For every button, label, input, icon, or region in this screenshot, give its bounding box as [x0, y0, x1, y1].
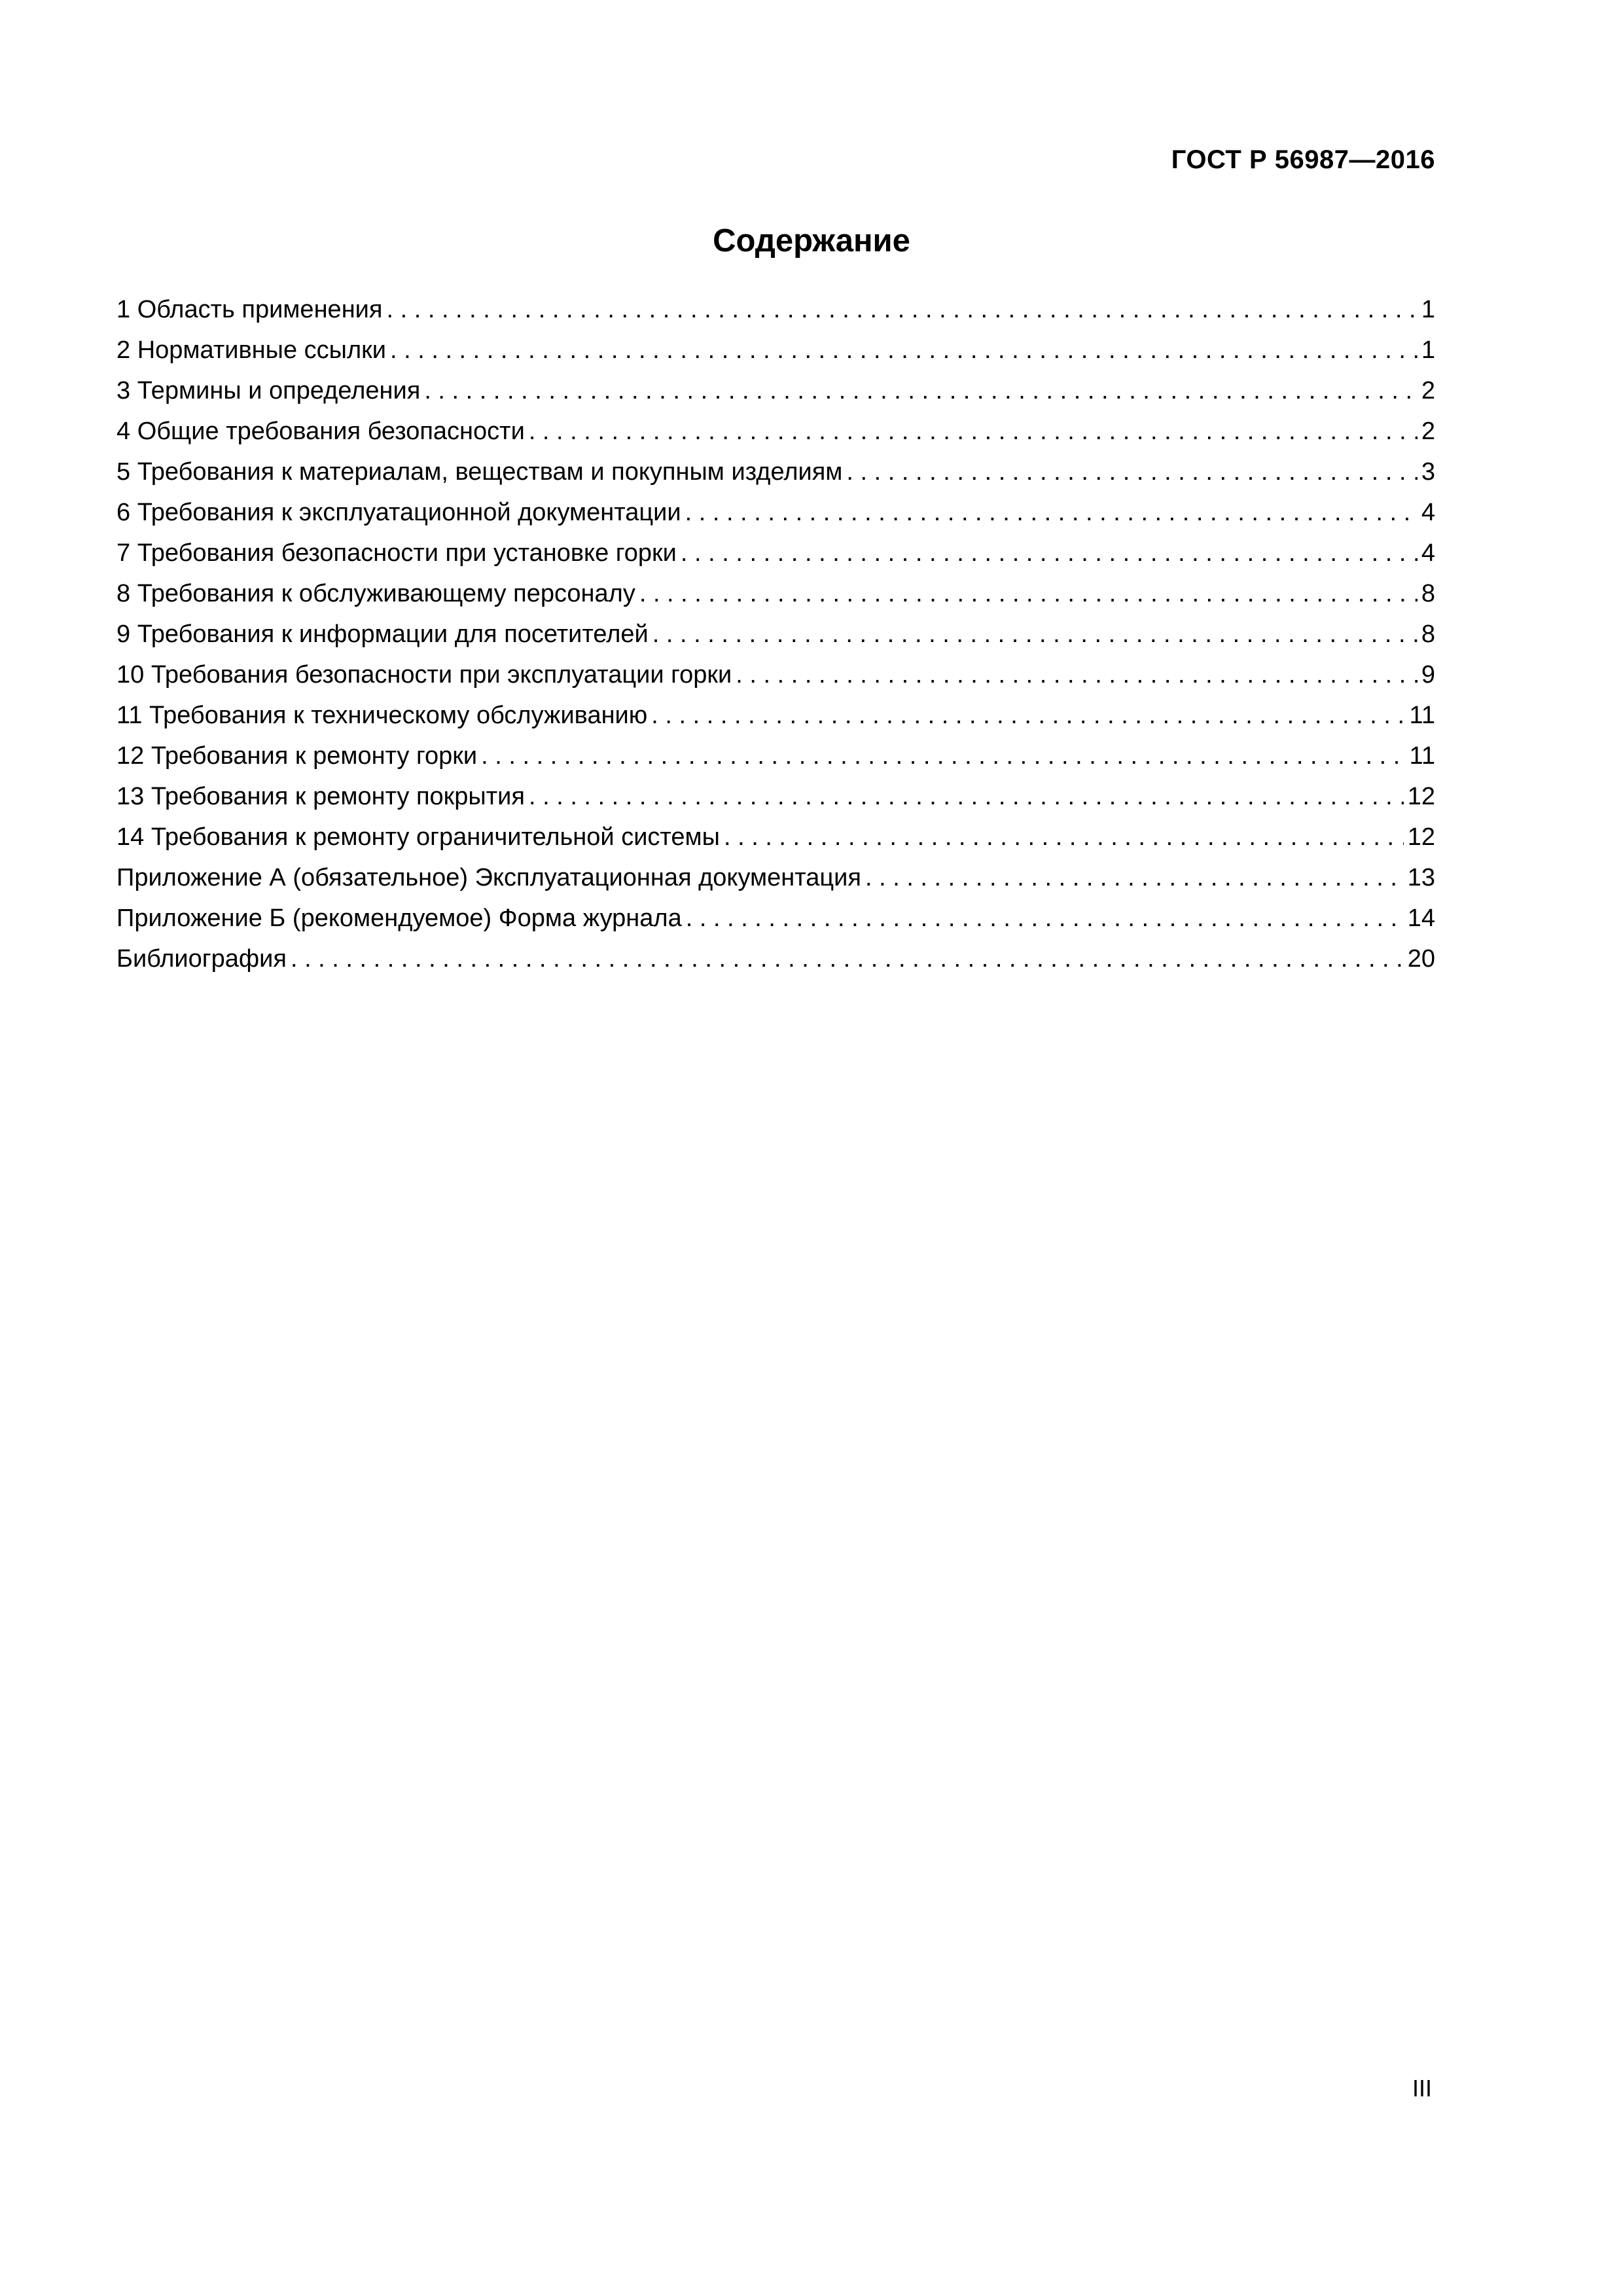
- toc-entry-label: 3 Термины и определения: [116, 377, 421, 404]
- toc-entry-label: 2 Нормативные ссылки: [116, 336, 386, 364]
- toc-leader-dots: [686, 905, 1404, 933]
- toc-entry-label: 8 Требования к обслуживающему персоналу: [116, 580, 635, 607]
- toc-entry-page: 11: [1409, 742, 1435, 770]
- toc-entry-page: 9: [1421, 661, 1435, 689]
- toc-entry[interactable]: [116, 499, 1435, 539]
- toc-entry-page: 2: [1421, 377, 1435, 404]
- toc-entry-page: 4: [1421, 499, 1435, 526]
- toc-entry-page: 20: [1407, 945, 1435, 973]
- toc-entry-page: 1: [1421, 336, 1435, 364]
- toc-entry[interactable]: [116, 620, 1435, 661]
- toc-leader-dots: [846, 458, 1417, 486]
- toc-entry-label: 5 Требования к материалам, веществам и покупным изделиям: [116, 458, 843, 486]
- toc-entry-label: 10 Требования безопасности при эксплуатации горки: [116, 661, 732, 689]
- toc-entry[interactable]: [116, 458, 1435, 499]
- toc-entry-page: 8: [1421, 580, 1435, 607]
- toc-entry-page: 12: [1407, 823, 1435, 851]
- toc-leader-dots: [386, 296, 1417, 324]
- toc-entry-page: 1: [1421, 296, 1435, 323]
- toc-entry-label: Библиография: [116, 945, 287, 973]
- toc-leader-dots: [291, 945, 1404, 973]
- page-number: III: [1412, 2075, 1432, 2102]
- toc-entry[interactable]: [116, 783, 1435, 823]
- toc-leader-dots: [529, 418, 1418, 446]
- toc-entry-label: 1 Область применения: [116, 296, 383, 323]
- toc-entry-label: 6 Требования к эксплуатационной документации: [116, 499, 681, 526]
- toc-leader-dots: [652, 620, 1418, 649]
- toc-entry-page: 13: [1407, 864, 1435, 891]
- toc-leader-dots: [685, 499, 1418, 527]
- toc-entry[interactable]: [116, 905, 1435, 945]
- toc-leader-dots: [724, 823, 1404, 852]
- toc-entry-label: 4 Общие требования безопасности: [116, 418, 525, 445]
- toc-entry[interactable]: [116, 539, 1435, 580]
- toc-leader-dots: [736, 661, 1418, 689]
- toc-entry[interactable]: [116, 336, 1435, 377]
- table-of-contents: [116, 296, 1435, 986]
- toc-entry-page: 4: [1421, 539, 1435, 567]
- toc-leader-dots: [651, 702, 1405, 730]
- toc-entry-label: Приложение Б (рекомендуемое) Форма журнала: [116, 905, 682, 932]
- toc-title: Содержание: [713, 223, 910, 259]
- toc-entry-label: 9 Требования к информации для посетителей: [116, 620, 649, 648]
- toc-leader-dots: [424, 377, 1418, 405]
- toc-entry[interactable]: [116, 742, 1435, 783]
- toc-leader-dots: [529, 783, 1404, 811]
- toc-entry[interactable]: [116, 661, 1435, 702]
- toc-entry-label: 13 Требования к ремонту покрытия: [116, 783, 525, 810]
- toc-entry[interactable]: [116, 702, 1435, 742]
- toc-entry-label: 14 Требования к ремонту ограничительной системы: [116, 823, 720, 851]
- toc-entry[interactable]: [116, 377, 1435, 418]
- document-code: ГОСТ Р 56987—2016: [1171, 145, 1435, 174]
- toc-entry-page: 12: [1407, 783, 1435, 810]
- toc-entry[interactable]: [116, 864, 1435, 905]
- toc-leader-dots: [865, 864, 1404, 892]
- toc-entry-label: 11 Требования к техническому обслуживанию: [116, 702, 648, 729]
- toc-leader-dots: [681, 539, 1418, 567]
- toc-entry[interactable]: [116, 296, 1435, 336]
- toc-entry-page: 14: [1407, 905, 1435, 932]
- toc-entry-label: 12 Требования к ремонту горки: [116, 742, 478, 770]
- toc-entry-page: 2: [1421, 418, 1435, 445]
- toc-entry-label: 7 Требования безопасности при установке горки: [116, 539, 677, 567]
- toc-entry[interactable]: [116, 823, 1435, 864]
- toc-entry-page: 3: [1421, 458, 1435, 486]
- toc-leader-dots: [390, 336, 1418, 365]
- toc-leader-dots: [481, 742, 1405, 770]
- toc-entry-label: Приложение А (обязательное) Эксплуатационная документация: [116, 864, 861, 891]
- toc-entry[interactable]: [116, 945, 1435, 986]
- toc-entry[interactable]: [116, 418, 1435, 458]
- toc-leader-dots: [639, 580, 1418, 608]
- toc-entry-page: 11: [1409, 702, 1435, 729]
- toc-entry-page: 8: [1421, 620, 1435, 648]
- toc-entry[interactable]: [116, 580, 1435, 620]
